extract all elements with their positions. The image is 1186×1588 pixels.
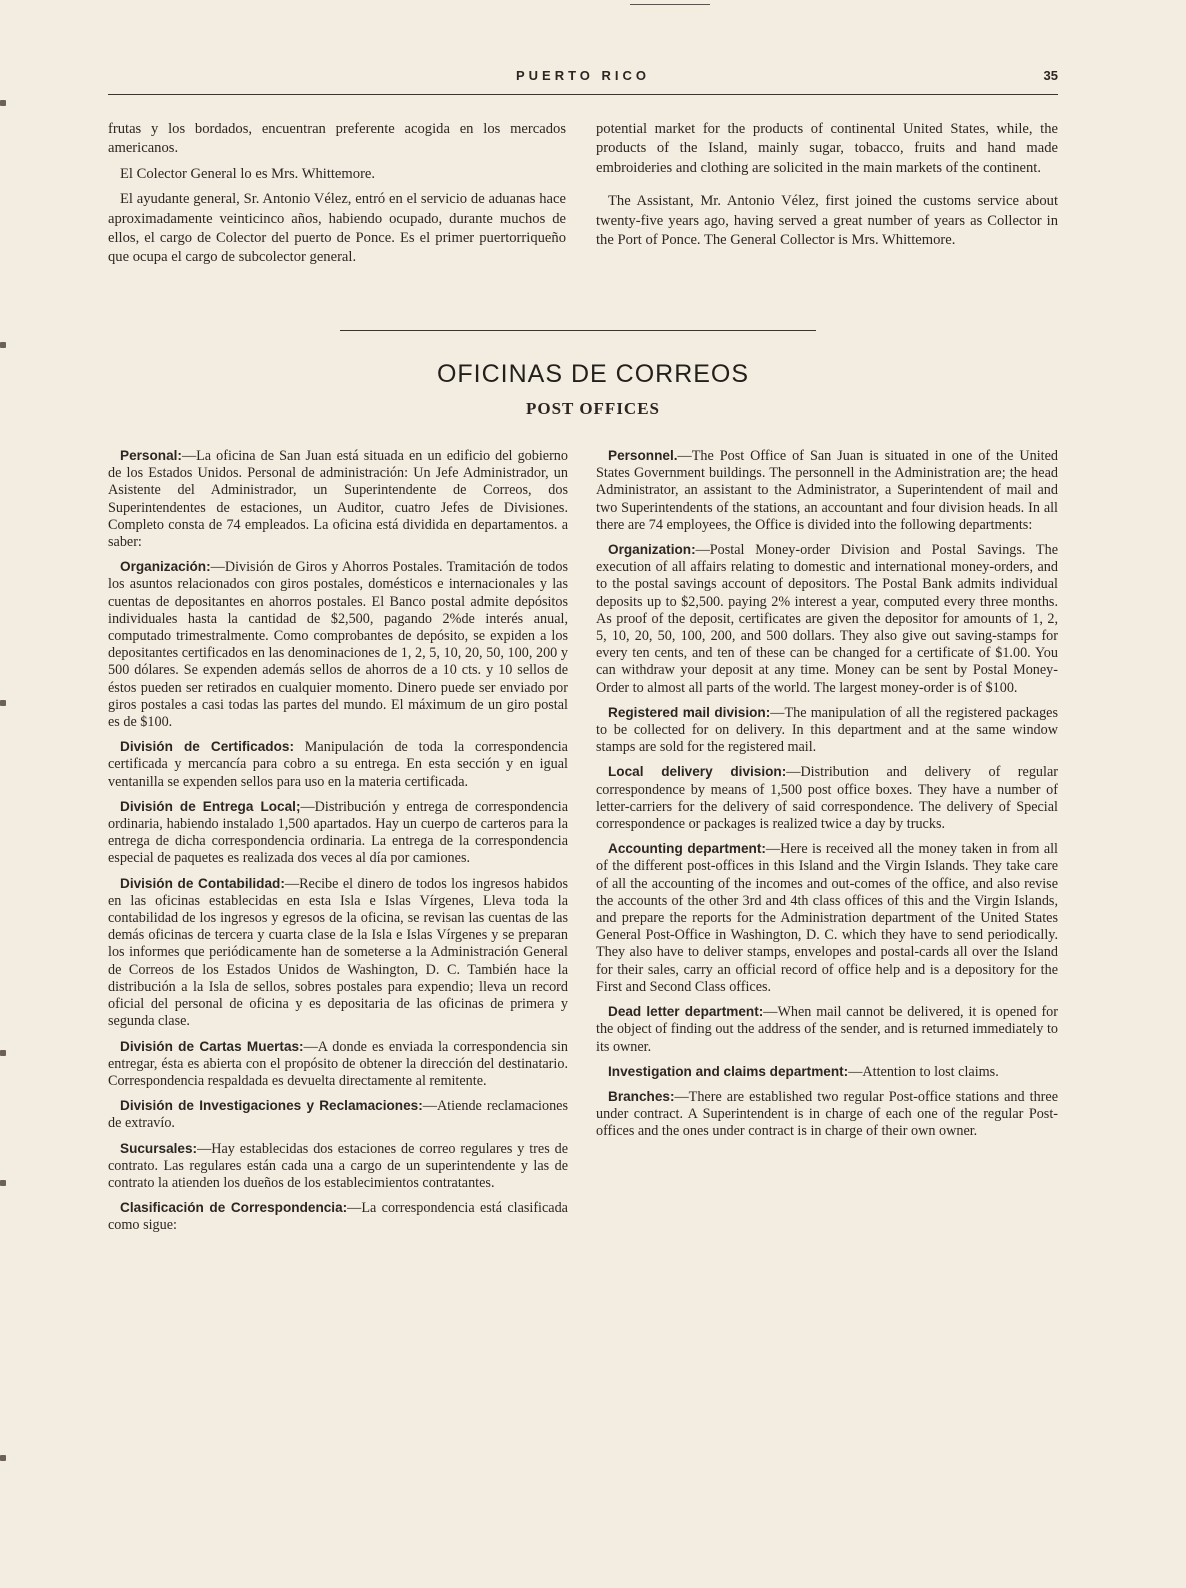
- binding-mark: [0, 100, 6, 106]
- paragraph-text: —A donde es enviada la correspondencia sin entregar, ésta es abierta con el propósito de obtener la dirección del destinatario. Correspondencia respaldada es devuelta directamente al remitente.: [108, 1038, 568, 1089]
- paragraph-text: —Atiende reclamaciones de extravío.: [108, 1098, 568, 1132]
- paragraph-text: —When mail cannot be delivered, it is opened for the object of finding out the address of the sender, and is returned immediately to its owner.: [596, 1004, 1058, 1055]
- paragraph-text: —Recibe el dinero de todos los ingresos habidos en las oficinas establecidas en esta Isla e Islas Vírgenes, Lleva toda la contabilidad de los ingresos y egresos de la oficina, se revisan las cuentas de las demás oficinas de tercera y cuarta clase de la Isla e Islas Vírgenes y se preparan los informes que periódicamente han de someterse a la Administración General de Correos de los Estados Unidos de Washington, D. C. También hace la distribución a la Isla de sellos, sobres postales para expendio; lleva un record oficial del personal de oficina y es depositaria de las oficinas de primera y segunda clase.: [108, 875, 568, 1030]
- section-divider: [340, 330, 816, 331]
- spanish-paragraph: [108, 1199, 568, 1234]
- section-title-english: POST OFFICES: [525, 399, 661, 418]
- binding-mark: [0, 1455, 6, 1461]
- running-head: PUERTO RICO: [515, 68, 651, 83]
- spanish-paragraph: [108, 1140, 568, 1193]
- english-paragraph: [596, 1063, 1058, 1081]
- paragraph-text: —La correspondencia está clasificada como sigue:: [108, 1200, 568, 1234]
- binding-mark: [0, 700, 6, 706]
- top-edge-mark: [630, 4, 710, 5]
- paragraph-heading: División de Contabilidad:: [120, 875, 285, 891]
- paragraph-text: —Here is received all the money taken in from all of the different post-offices in this Island and the Virgin Islands. They take care of all the accounting of the incomes and out-comes of the office, and also revise the accounts of the other 3rd and 4th class offices of this and the Virgin Islands, and prepare the reports for the Administration department of the United States General Post-Office in Washington, D. C. which they have to send periodically. They also have to deliver stamps, envelopes and postal-cards all over the Island for their sales, carry an official record of office help and is a depository for the First and Second Class offices.: [596, 841, 1059, 995]
- paragraph-heading: Branches:: [608, 1088, 675, 1104]
- spanish-paragraph: [108, 1038, 568, 1091]
- english-paragraph: [596, 541, 1058, 697]
- paragraph-text: —Attention to lost claims.: [848, 1063, 999, 1080]
- paragraph-text: —Hay establecidas dos estaciones de correo regulares y tres de contrato. Las regulares están cada una a cargo de un superintendente y las de contrato la atienden los dueños de los establecimientos contratantes.: [108, 1140, 568, 1191]
- paragraph-heading: División de Investigaciones y Reclamaciones:: [120, 1098, 423, 1114]
- paragraph-text: —The manipulation of all the registered packages to be collected for on delivery. In this department and at the same window stamps are sold for the registered mail.: [596, 704, 1058, 756]
- paragraph-text: —La oficina de San Juan está situada en un edificio del gobierno de los Estados Unidos. Personal de administración: Un Jefe Administrador, un Asistente del Administrador, un Superintendente de Correos, dos Superintendentes de estaciones, un Auditor, cuatro Jefes de Divisiones. Completo consta de 74 empleados. La oficina está dividida en departamentos. a saber:: [108, 448, 568, 551]
- intro-spanish-column: [108, 120, 566, 274]
- spanish-paragraph: [108, 738, 568, 791]
- paragraph-text: —Postal Money-order Division and Postal Savings. The execution of all affairs relating to domestic and international money-orders, and to the postal savings account of depositors. The Postal Bank admits individual deposits up to $2,500. paying 2% interest a year, computed every three months. As proof of the deposit, certificates are given the depositor for amounts of 1, 2, 5, 10, 20, 50, 100, 200, and 500 dollars. They also give out saving-stamps for every ten cents, and ten of these can be changed for a certificate of $1.00. You can withdraw your deposit at any time. Money can be sent by Postal Money-Order to almost all parts of the world. The largest money-order is of $100.: [596, 542, 1058, 696]
- paragraph-heading: Organization:: [608, 542, 696, 558]
- english-paragraph: [596, 763, 1058, 833]
- paragraph-heading: Personal:: [120, 448, 182, 463]
- paragraph-text: —Distribución y entrega de correspondencia ordinaria, habiendo instalado 1,500 apartados. Hay un cuerpo de carteros para la entrega de dicha correspondencia ordinaria. La entrega de la correspondencia especial de paquetes es realizada dos veces al día por camiones.: [108, 798, 568, 867]
- spanish-paragraph: [108, 798, 568, 868]
- intro-es-paragraph: El ayudante general, Sr. Antonio Vélez, entró en el servicio de aduanas hace aproximadamente veinticinco años, habiendo ocupado, durante muchos de ellos, el cargo de Colector del puerto de Ponce. Es el primer puertorriqueño que ocupa el cargo de subcolector general.: [108, 191, 566, 266]
- english-paragraph: [596, 1003, 1058, 1056]
- english-paragraph: [596, 840, 1058, 996]
- paragraph-heading: Personnel.: [608, 448, 678, 463]
- paragraph-heading: Accounting department:: [608, 841, 766, 857]
- paragraph-heading: Investigation and claims department:: [608, 1063, 849, 1079]
- paragraph-heading: Registered mail division:: [608, 704, 771, 720]
- english-paragraph: [596, 704, 1058, 757]
- intro-en-paragraph: potential market for the products of continental United States, while, the products of the Island, mainly sugar, tobacco, fruits and hand made embroideries and clothing are solicited in the main markets of the continent.: [596, 121, 1058, 176]
- paragraph-text: —Distribution and delivery of regular correspondence by means of 1,500 post office boxes. They have a number of letter-carriers for the delivery of said correspondence. The delivery of Special correspondence or packages is realized twice a day by trucks.: [596, 764, 1058, 833]
- spanish-paragraph: [108, 875, 568, 1031]
- paragraph-heading: Sucursales:: [120, 1140, 198, 1156]
- paragraph-text: —División de Giros y Ahorros Postales. Tramitación de todos los asuntos relacionados con giros postales, domésticos e internacionales y las cuentas de depositantes en ahorros postales. El Banco postal admite depósitos individuales hasta la cantidad de $2,500, pagando 2%de interés anual, computado trimestralmente. Como comprobantes de depósito, se expiden a los depositantes certificados en las denominaciones de 1, 2, 5, 10, 20, 50, 100, 200 y 500 dólares. Se expenden además sellos de ahorros de a 10 cts. y 10 sellos de éstos pueden ser retirados en cualquier momento. Dinero puede ser enviado por giros postales a casi todas las partes del mundo. El máximum de un giro postal es de $100.: [108, 559, 568, 731]
- spanish-paragraph: [108, 1097, 568, 1132]
- paragraph-heading: Local delivery division:: [608, 764, 787, 780]
- intro-es-paragraph: frutas y los bordados, encuentran preferente acogida en los mercados americanos.: [108, 121, 566, 157]
- english-paragraph: [596, 1088, 1058, 1141]
- binding-mark: [0, 1180, 6, 1186]
- intro-es-paragraph: El Colector General lo es Mrs. Whittemore.: [120, 165, 376, 182]
- spanish-paragraph: [108, 447, 568, 551]
- paragraph-text: —The Post Office of San Juan is situated in one of the United States Government buildings. The personnell in the Administration are; the head Administrator, an assistant to the Administrator, a Superintendent of mail and two Superintendents of the stations, an accountant and four division heads. In all there are 74 employees, the Office is divided into the following departments:: [596, 448, 1058, 533]
- paragraph-text: —There are established two regular Post-office stations and three under contract. A Superintendent is in charge of each one of the regular Post-offices and the ones under contract is in charge of their own owner.: [596, 1088, 1058, 1140]
- paragraph-heading: División de Cartas Muertas:: [120, 1038, 304, 1054]
- header-rule: [108, 94, 1058, 95]
- paragraph-heading: Organización:: [120, 559, 211, 575]
- spanish-paragraph: [108, 558, 568, 731]
- page-number: 35: [1043, 68, 1058, 83]
- paragraph-text: Manipulación de toda la correspondencia certificada y mercancía para cobro a su entrega. En esta sección y en igual ventanilla se expenden sellos para uso en la materia certificada.: [108, 739, 568, 790]
- english-paragraph: [596, 447, 1058, 534]
- binding-mark: [0, 1050, 6, 1056]
- binding-mark: [0, 342, 6, 348]
- intro-en-paragraph: The Assistant, Mr. Antonio Vélez, first joined the customs service about twenty-five years ago, having served a great number of years as Collector in the Port of Ponce. The General Collector is Mrs. Whittemore.: [596, 193, 1058, 249]
- paragraph-heading: Dead letter department:: [608, 1004, 764, 1020]
- paragraph-heading: División de Certificados:: [120, 739, 294, 755]
- english-column: [596, 447, 1058, 1148]
- page-header: [108, 68, 1058, 92]
- intro-english-column: [596, 120, 1058, 264]
- spanish-column: [108, 447, 568, 1242]
- paragraph-heading: Clasificación de Correspondencia:: [120, 1200, 348, 1216]
- section-title-spanish: OFICINAS DE CORREOS: [436, 360, 750, 388]
- paragraph-heading: División de Entrega Local;: [120, 798, 301, 814]
